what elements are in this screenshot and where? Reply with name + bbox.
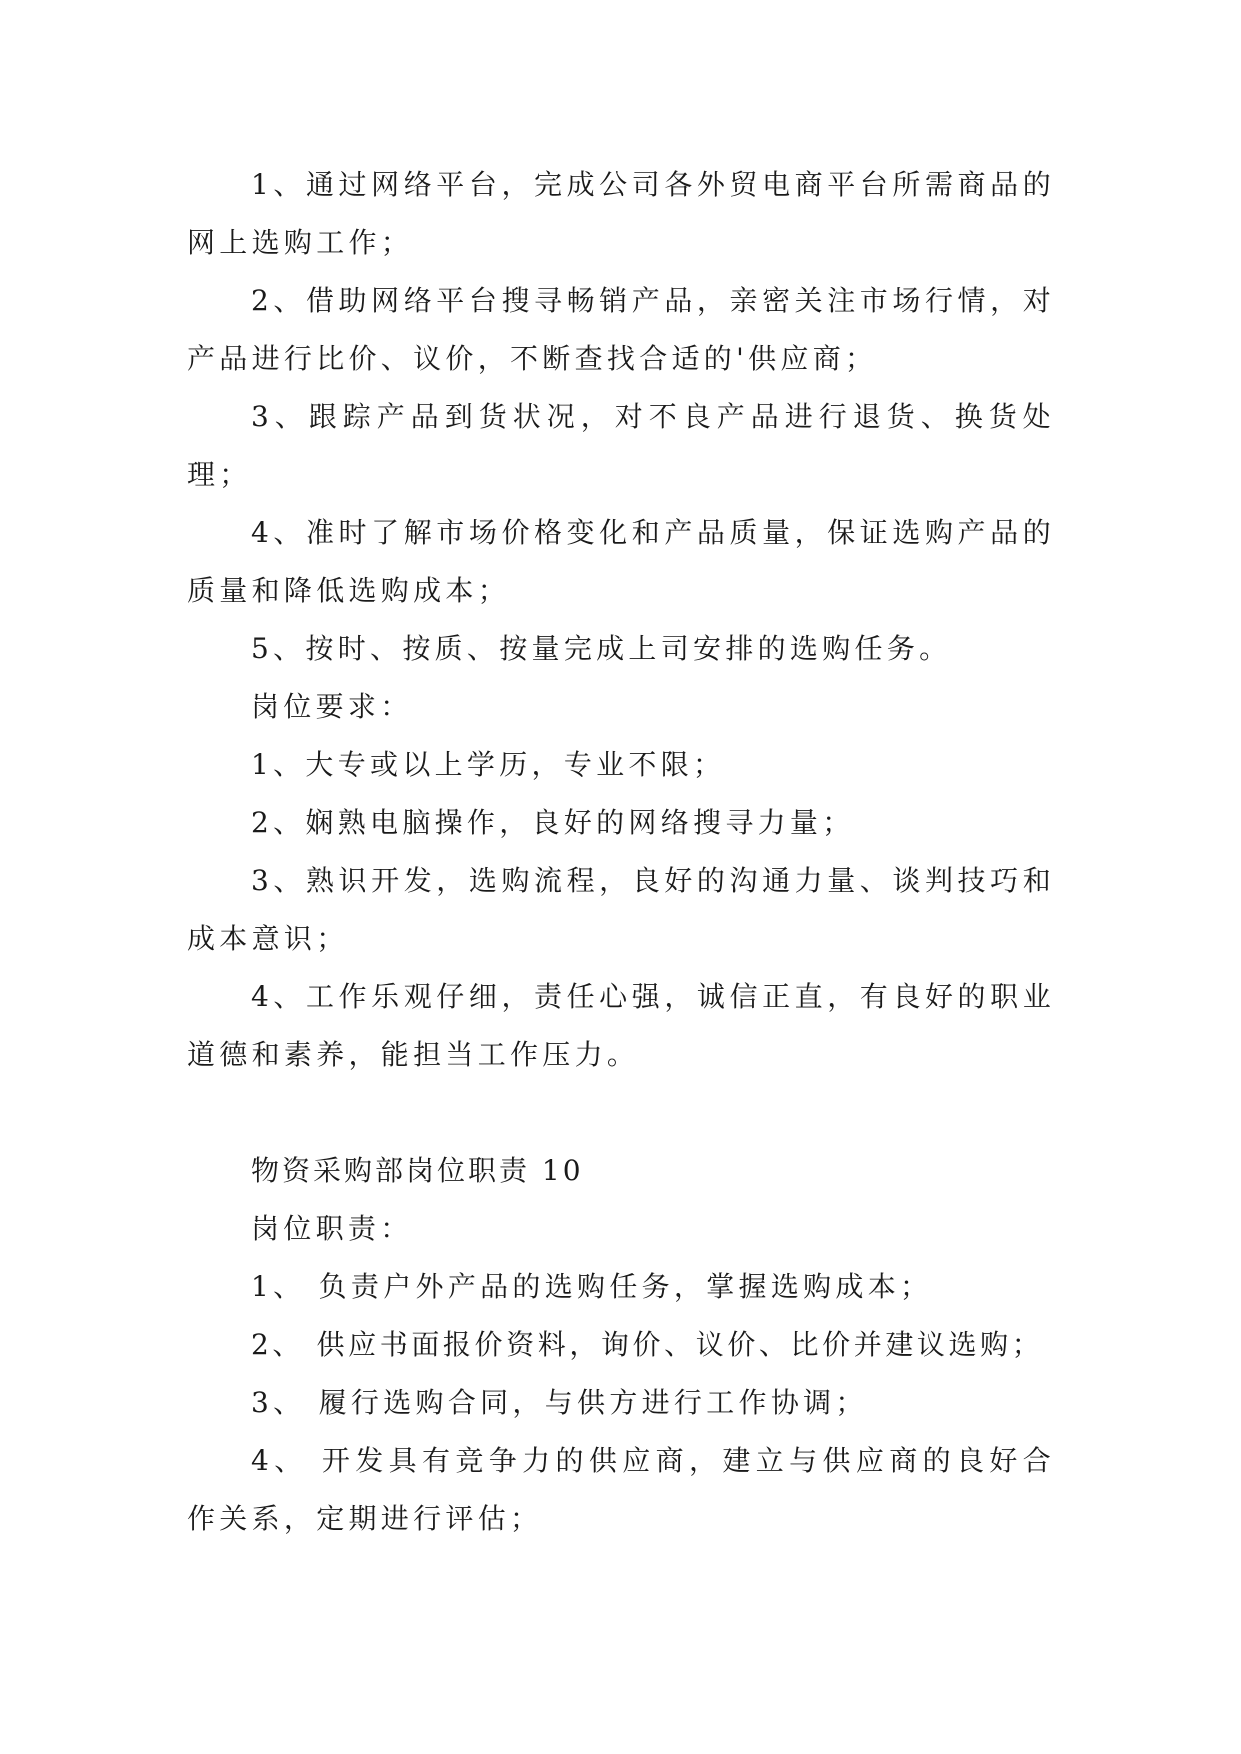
- requirement-item-4: 4、工作乐观仔细，责任心强，诚信正直，有良好的职业道德和素养，能担当工作压力。: [187, 980, 1055, 1071]
- section-b-duty-4: 4、 开发具有竞争力的供应商，建立与供应商的良好合作关系，定期进行评估；: [187, 1444, 1055, 1535]
- section-b-duty-3: 3、 履行选购合同，与供方进行工作协调；: [251, 1386, 868, 1419]
- section-title: 物资采购部岗位职责 10: [251, 1154, 584, 1187]
- requirement-item-2: 2、娴熟电脑操作，良好的网络搜寻力量；: [251, 806, 855, 839]
- section-gap: [187, 1084, 1055, 1142]
- requirement-item-3: 3、熟识开发，选购流程，良好的沟通力量、谈判技巧和成本意识；: [187, 864, 1055, 955]
- duty-item-1: 1、通过网络平台，完成公司各外贸电商平台所需商品的网上选购工作；: [187, 168, 1055, 259]
- section-b-duty-2: 2、 供应书面报价资料，询价、议价、比价并建议选购；: [251, 1328, 1044, 1361]
- section-b-duty-1: 1、 负责户外产品的选购任务，掌握选购成本；: [251, 1270, 933, 1303]
- duty-item-2: 2、借助网络平台搜寻畅销产品，亲密关注市场行情，对产品进行比价、议价，不断查找合适的'供应商；: [187, 284, 1055, 375]
- duty-item-4: 4、准时了解市场价格变化和产品质量，保证选购产品的质量和降低选购成本；: [187, 516, 1055, 607]
- requirement-item-1: 1、大专或以上学历，专业不限；: [251, 748, 726, 781]
- document-body: [187, 156, 1055, 1548]
- requirements-label: 岗位要求：: [251, 690, 413, 723]
- duty-item-3: 3、跟踪产品到货状况，对不良产品进行退货、换货处理；: [187, 400, 1055, 491]
- duties-label: 岗位职责：: [251, 1212, 413, 1245]
- duty-item-5: 5、按时、按质、按量完成上司安排的选购任务。: [251, 632, 952, 665]
